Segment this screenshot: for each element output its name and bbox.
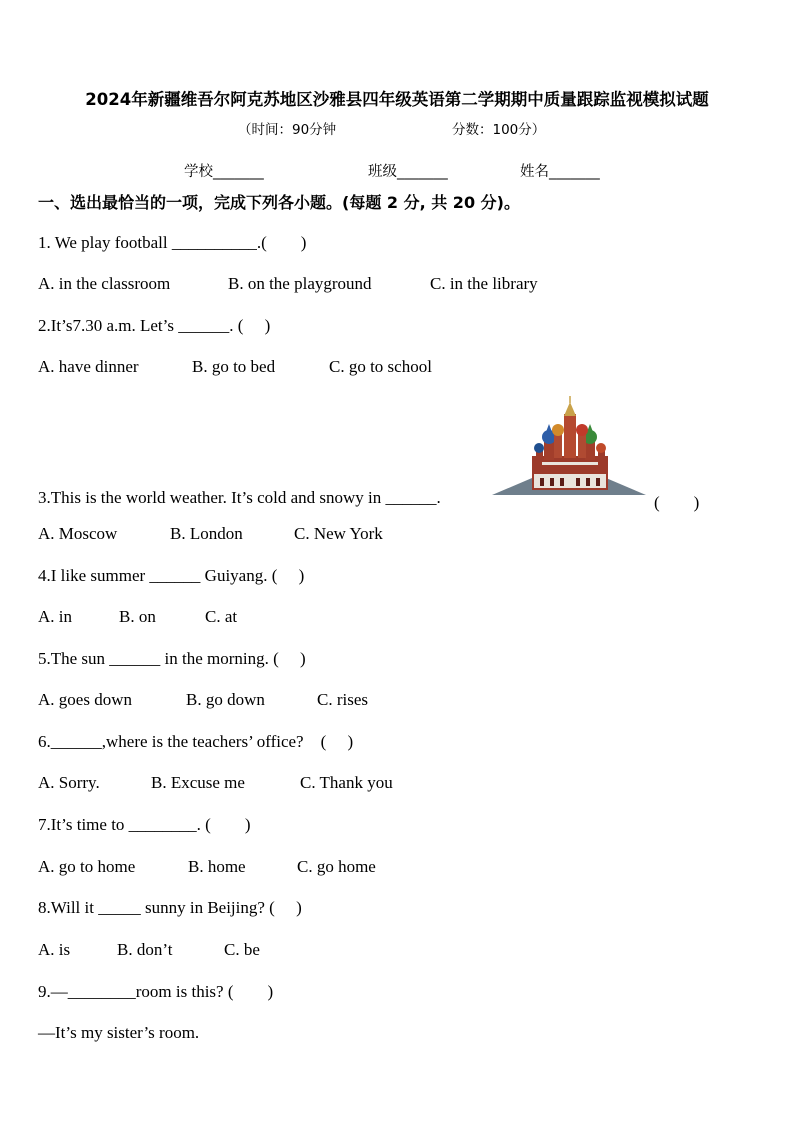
question-4-option-c: C. at [205, 607, 238, 626]
question-6-option-a: A. Sorry. [38, 773, 100, 792]
question-5-option-a: A. goes down [38, 690, 132, 709]
question-7-option-a: A. go to home [38, 857, 136, 876]
class-field: 班级_______ [368, 164, 448, 180]
question-8-option-c: C. be [224, 940, 260, 959]
name-field: 姓名_______ [520, 164, 600, 180]
question-8-option-b: B. don’t [117, 940, 173, 959]
question-4-option-b: B. on [119, 607, 156, 626]
question-6-stem: 6.______,where is the teachers’ office? ( ) [38, 732, 354, 751]
question-2-option-a: A. have dinner [38, 357, 139, 376]
exam-title: 2024年新疆维吾尔阿克苏地区沙雅县四年级英语第二学期期中质量跟踪监视模拟试题 [85, 90, 709, 109]
question-6-option-b: B. Excuse me [151, 773, 245, 792]
question-8-stem: 8.Will it _____ sunny in Beijing? ( ) [38, 898, 302, 917]
question-3-stem: 3.This is the world weather. It’s cold and snowy in ______. [38, 488, 441, 507]
question-1-stem: 1. We play football __________.( ) [38, 233, 307, 252]
question-5-option-b: B. go down [186, 690, 265, 709]
exam-time: （时间：90分钟 [238, 122, 337, 138]
section-heading: 一、选出最恰当的一项，完成下列各小题。(每题 2 分, 共 20 分)。 [38, 193, 520, 212]
exam-score: 分数：100分） [452, 122, 546, 138]
question-4-stem: 4.I like summer ______ Guiyang. ( ) [38, 566, 305, 585]
question-5-option-c: C. rises [317, 690, 368, 709]
question-7-stem: 7.It’s time to ________. ( ) [38, 815, 251, 834]
question-8-option-a: A. is [38, 940, 71, 959]
question-2-option-b: B. go to bed [192, 357, 276, 376]
question-1-option-c: C. in the library [430, 274, 538, 293]
question-7-option-c: C. go home [297, 857, 376, 876]
question-1-option-b: B. on the playground [228, 274, 372, 293]
question-3-option-c: C. New York [294, 524, 383, 543]
question-6-option-c: C. Thank you [300, 773, 393, 792]
question-3-option-b: B. London [170, 524, 243, 543]
question-2-stem: 2.It’s7.30 a.m. Let’s ______. ( ) [38, 316, 271, 335]
question-5-stem: 5.The sun ______ in the morning. ( ) [38, 649, 306, 668]
question-3-answer-paren: ( ) [654, 493, 700, 512]
question-3-option-a: A. Moscow [38, 524, 118, 543]
question-9-response: —It’s my sister’s room. [38, 1023, 200, 1042]
moscow-cathedral-image [492, 396, 646, 496]
question-4-option-a: A. in [38, 607, 72, 626]
question-1-option-a: A. in the classroom [38, 274, 171, 293]
question-7-option-b: B. home [188, 857, 246, 876]
question-2-option-c: C. go to school [329, 357, 432, 376]
question-9-stem: 9.—________room is this? ( ) [38, 982, 274, 1001]
school-field: 学校_______ [184, 164, 264, 180]
